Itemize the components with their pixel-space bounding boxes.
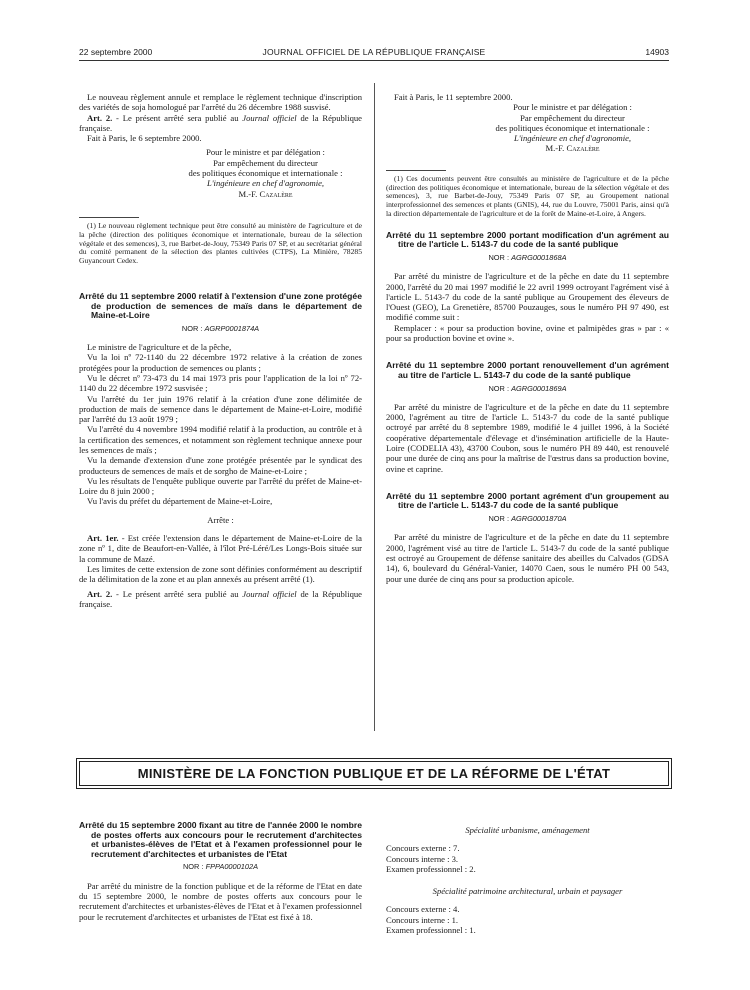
column-divider — [374, 83, 375, 731]
nor-reference: NOR : AGRP0001874A — [181, 323, 260, 333]
nor-reference: NOR : AGRG0001868A — [488, 252, 567, 262]
paragraph: Le ministre de l'agriculture et de la pêche, — [87, 342, 232, 353]
paragraph: Vu l'avis du préfet du département de Maine-et-Loire, — [87, 496, 273, 507]
paragraph: Par arrêté du ministre de l'agriculture et de la pêche en date du 11 septembre 2000, l'arrêté du 20 mai 1997 modifié le 22 avril 1999 octroyant l'agrément visé à l'article L. 5143-7 du code de la santé publique au Groupement des éleveurs de l'Ouest (GEO), La Grenetière, 85700 Pouzauges, sous le numéro PH 97 490, est modifié comme suit : — [386, 271, 669, 323]
signature-line: des politiques économique et internationale : — [188, 168, 343, 179]
article-title: Arrêté du 11 septembre 2000 portant renouvellement d'un agrément au titre de l'article L. 5143-7 du code de la santé publique — [386, 360, 669, 380]
header-title: JOURNAL OFFICIEL DE LA RÉPUBLIQUE FRANÇAISE — [262, 47, 486, 57]
nor-reference: NOR : AGRG0001870A — [488, 514, 567, 524]
paragraph: Vu le décret nº 73-473 du 14 mai 1973 pris pour l'application de la loi nº 72-1140 du 22 décembre 1972 susvisée ; — [79, 372, 362, 394]
nor-reference: NOR : FPPA0000102A — [182, 862, 259, 872]
specialty-heading: Spécialité urbanisme, aménagement — [465, 825, 590, 835]
article-title: Arrêté du 11 septembre 2000 portant modification d'un agrément au titre de l'article L. 5143-7 du code de la santé publique — [386, 229, 669, 250]
paragraph: Par arrêté du ministre de la fonction publique et de la réforme de l'Etat en date du 15 septembre 2000, le nombre de postes offerts aux concours pour le recrutement d'architectes et urbanistes-élèves de l'Etat et à l'examen professionnel pour le recrutement d'architectes et urbanistes de l'Etat est fixé à 18. — [79, 880, 362, 922]
signature-line: Par empêchement du directeur — [213, 157, 318, 168]
header-page-number: 14903 — [645, 47, 669, 57]
list-item: Examen professionnel : 2. — [386, 863, 476, 874]
paragraph: Art. 2. - Le présent arrêté sera publié au Journal officiel de la République française. — [79, 112, 362, 133]
footnote-rule — [386, 170, 446, 171]
paragraph: Fait à Paris, le 6 septembre 2000. — [87, 133, 202, 144]
paragraph: Art. 2. - Le présent arrêté sera publié au Journal officiel de la République française. — [79, 588, 362, 609]
nor-reference: NOR : AGRG0001869A — [488, 383, 567, 393]
paragraph: Les limites de cette extension de zone sont définies conformément au descriptif de la délimitation de la zone et au plan annexés au présent arrêté (1). — [79, 563, 362, 585]
specialty-heading: Spécialité patrimoine architectural, urbain et paysager — [432, 886, 623, 897]
paragraph: Vu l'arrêté du 4 novembre 1994 modifié relatif à la production, au contrôle et à la certification des semences, et notamment son règlement technique annexe pour les semences de maïs ; — [79, 424, 362, 455]
signature-name: M.-F. Cazalère — [545, 143, 600, 154]
ministry-banner: MINISTÈRE DE LA FONCTION PUBLIQUE ET DE LA RÉFORME DE L'ÉTAT — [79, 761, 669, 786]
list-item: Concours interne : 1. — [386, 914, 459, 925]
article-title: Arrêté du 15 septembre 2000 fixant au titre de l'année 2000 le nombre de postes offerts aux concours pour le recrutement d'architectes et urbanistes-élèves de l'Etat et à l'examen professionnel pour le recrutement d'architectes et urbanistes de l'Etat — [79, 820, 362, 859]
article-title: Arrêté du 11 septembre 2000 portant agrément d'un groupement au titre de l'article L. 5143-7 du code de la santé publique — [386, 490, 669, 511]
article-title: Arrêté du 11 septembre 2000 relatif à l'extension d'une zone protégée de production de semences de maïs dans le département de Maine-et-Loire — [79, 290, 362, 321]
signature-line: Pour le ministre et par délégation : — [513, 102, 632, 113]
paragraph: Fait à Paris, le 11 septembre 2000. — [394, 92, 513, 102]
paragraph: Par arrêté du ministre de l'agriculture et de la pêche en date du 11 septembre 2000, l'agrément au titre de l'article L. 5143-7 du code de la santé publique octroyé par arrêté du 8 septembre 1989, modifié le 4 juillet 1996, à la Société coopérative départementale d'élevage et d'insémination artificielle de la Haute-Loire (CODELIA 43), 43700 Coubon, sous le numéro PH 89 440, est renouvelé pour une durée de cinq ans pour la maîtrise de l'œstrus dans sa production bovine, ovine et caprine. — [386, 401, 669, 474]
list-item: Examen professionnel : 1. — [386, 925, 476, 936]
signature-line: Par empêchement du directeur — [520, 112, 625, 123]
signature-line: L'ingénieure en chef d'agronomie, — [206, 178, 325, 189]
footnote: (1) Ces documents peuvent être consultés au ministère de l'agriculture et de la pêche (direction des politiques économique et internationale, bureau de la sélection végétale et des semences), 3, rue Barbet-de-Jouy, 75349 Paris 07 SP, au Groupement national interprofessionnel des semences et plants (GNIS), 44, rue du Louvre, 75001 Paris, ainsi qu'à la direction départementale de l'agriculture et de la forêt de Maine-et-Loire, à Angers. — [386, 173, 669, 218]
header-date: 22 septembre 2000 — [79, 47, 153, 57]
signature-line: des politiques économique et internationale : — [495, 122, 650, 133]
right-column — [386, 92, 669, 584]
paragraph: Vu la loi nº 72-1140 du 22 décembre 1972 relative à la création de zones protégées pour la production de semences ou plants ; — [79, 352, 362, 373]
signature-name: M.-F. Cazalère — [238, 188, 293, 199]
signature-line: L'ingénieure en chef d'agronomie, — [513, 133, 632, 144]
paragraph: Art. 1er. - Est créée l'extension dans le département de Maine-et-Loire de la zone nº 1, dite de Beaufort-en-Vallée, à l'îlot Pré-Léré/Les Longs-Bois située sur la commune de Mazé. — [79, 533, 362, 564]
left-column — [79, 92, 362, 609]
header-rule — [79, 60, 669, 61]
paragraph: Remplacer : « pour sa production bovine, ovine et palmipèdes gras » par : « pour sa production bovine et ovine ». — [386, 322, 669, 344]
bottom-left-column — [79, 821, 362, 922]
list-item: Concours externe : 4. — [386, 904, 460, 915]
paragraph: Par arrêté du ministre de l'agriculture et de la pêche en date du 11 septembre 2000, l'agrément visé au titre de l'article L. 5143-7 du code de la santé publique est octroyé au Groupement de défense sanitaire des abeilles du Calvados (GDSA 14), 6, boulevard du Général-Vanier, 14070 Caen, sous le numéro PH 00 543, pour une durée de cinq ans pour sa production apicole. — [386, 532, 669, 584]
page-header — [79, 47, 669, 61]
bottom-right-column — [386, 825, 669, 935]
paragraph: Vu la demande d'extension d'une zone protégée présentée par le syndicat des producteurs de semences de maïs et de sorgho de Maine-et-Loire ; — [79, 455, 362, 476]
signature-line: Pour le ministre et par délégation : — [206, 147, 325, 158]
footnote-rule — [79, 217, 139, 218]
arrete-heading: Arrête : — [207, 514, 234, 525]
paragraph: Vu les résultats de l'enquête publique ouverte par l'arrêté du préfet de Maine-et-Loire du 8 juin 2000 ; — [79, 475, 362, 497]
list-item: Concours interne : 3. — [386, 853, 459, 864]
list-item: Concours externe : 7. — [386, 843, 460, 854]
paragraph: Vu l'arrêté du 1er juin 1976 relatif à la création d'une zone délimitée de production de maïs de semence dans le département de Maine-et-Loire, modifié par l'arrêté du 13 août 1979 ; — [79, 393, 362, 425]
paragraph: Le nouveau règlement annule et remplace le règlement technique d'inscription des variétés de soja homologué par l'arrêté du 26 décembre 1988 susvisé. — [79, 92, 362, 113]
footnote: (1) Le nouveau règlement technique peut être consulté au ministère de l'agriculture et de la pêche (direction des politiques économique et internationale, bureau de la sélection végétale et des semences), 3, rue Barbet-de-Jouy, 75349 Paris 07 SP, et au secrétariat général du comité permanent de la sélection des plantes cultivées (CTPS), La Minière, 78285 Guyancourt Cedex. — [79, 220, 362, 266]
